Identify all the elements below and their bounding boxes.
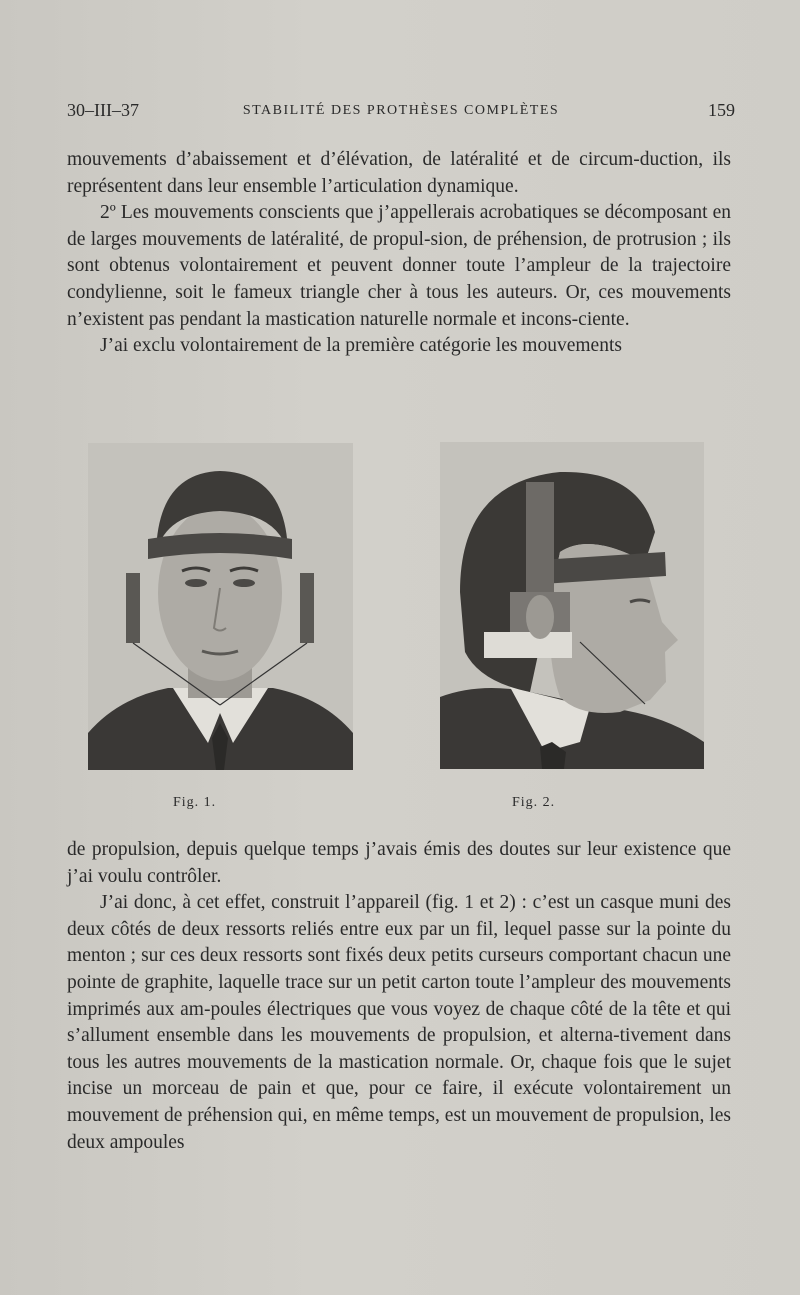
paragraph: J’ai donc, à cet effet, construit l’appareil (fig. 1 et 2) : c’est un casque muni des deux côtés de deux ressorts reliés entre eux par un fil, lequel passe sur la pointe du menton ; sur ces deux ressorts sont fixés deux petits curseurs comportant chacun une pointe de graphite, laquelle trace sur un petit carton toute l’ampleur des mouvements imprimés aux am-poules électriques que vous voyez de chaque côté de la tête et qui s’allument ensemble dans les mouvements de propulsion, et alterna-tivement dans tous les autres mouvements de la mastication normale. Or, chaque fois que le sujet incise un morceau de pain et que, pour ce faire, il exécute volontairement un mouvement de préhension qui, en même temps, est un mouvement de propulsion, les deux ampoules [67, 892, 731, 1153]
figure-1-caption: Fig. 1. [173, 795, 217, 810]
running-header [67, 100, 735, 126]
figure-1-photo [88, 443, 353, 770]
figure-2-photo [440, 442, 704, 769]
page-number: 159 [708, 100, 735, 120]
paragraph: J’ai exclu volontairement de la première catégorie les mouvements [100, 335, 622, 357]
header-date: 30–III–37 [67, 100, 139, 120]
paragraph: de propulsion, depuis quelque temps j’avais émis des doutes sur leur existence que j’ai voulu contrôler. [67, 839, 731, 887]
body-text-top [67, 147, 731, 360]
paragraph: mouvements d’abaissement et d’élévation, de latéralité et de circum-duction, ils représentent dans leur ensemble l’articulation dynamique. [67, 149, 731, 197]
header-title: STABILITÉ DES PROTHÈSES COMPLÈTES [242, 103, 560, 118]
paragraph: 2º Les mouvements conscients que j’appellerais acrobatiques se décomposant en de larges mouvements de latéralité, de propul-sion, de préhension, de protrusion ; ils sont obtenus volontairement et peuvent donner toute l’ampleur de la trajectoire condylienne, soit le fameux triangle cher à tous les auteurs. Or, ces mouvements n’existent pas pendant la mastication naturelle normale et incons-ciente. [67, 202, 731, 330]
body-text-bottom [67, 837, 731, 1156]
figure-2-caption: Fig. 2. [512, 795, 556, 810]
